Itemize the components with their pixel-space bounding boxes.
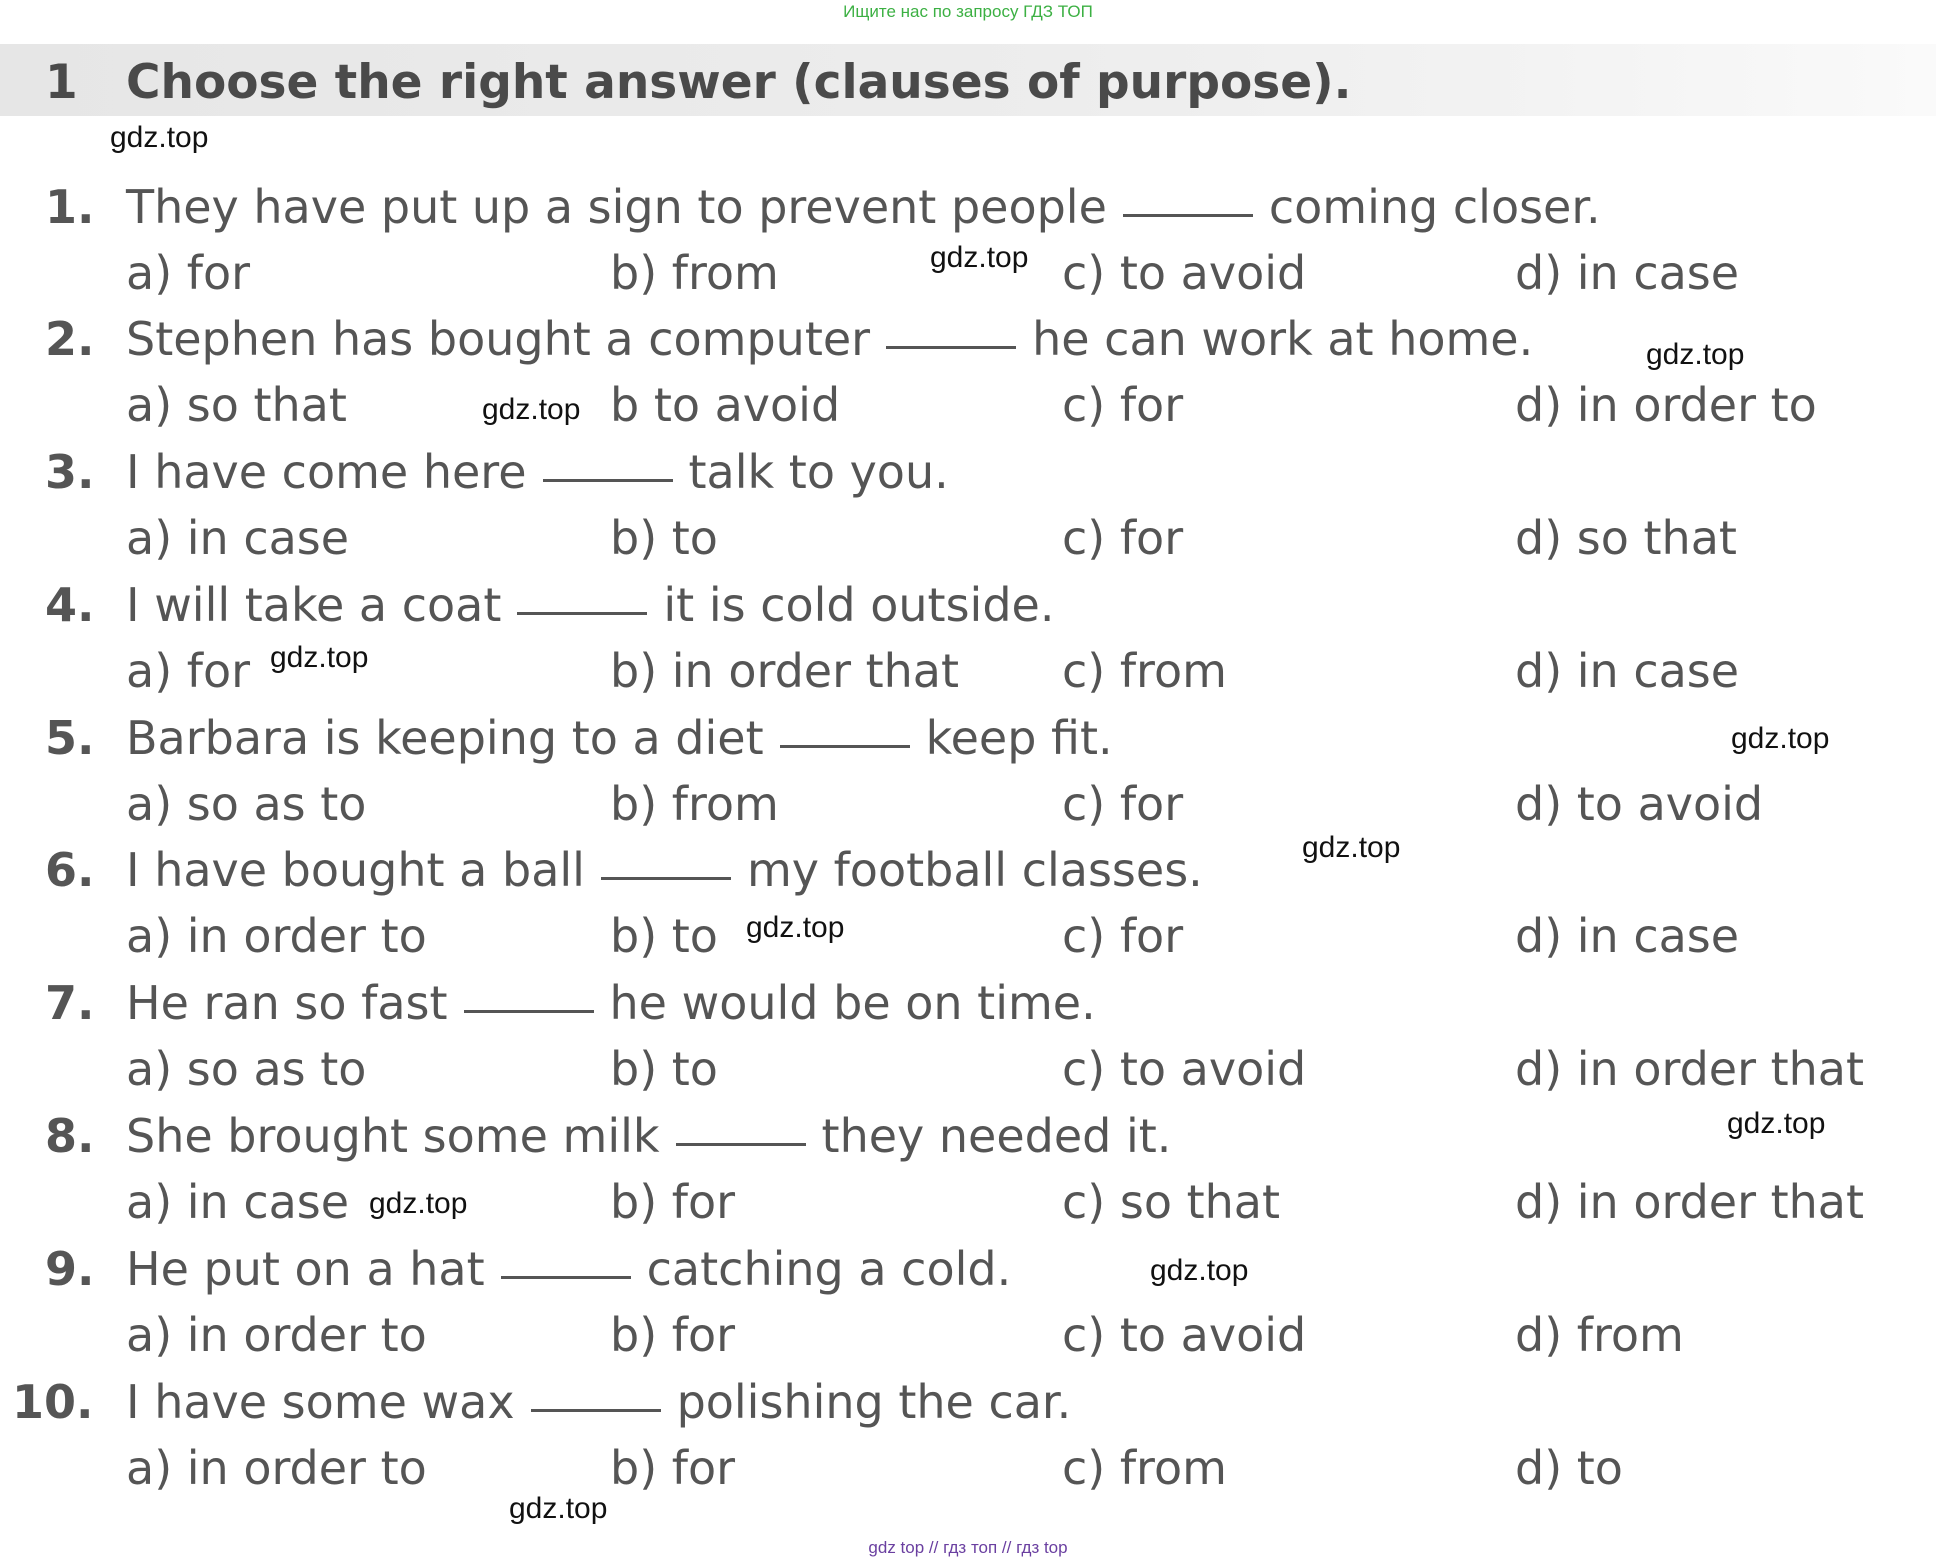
option-c: c) for — [1062, 511, 1184, 565]
option-a: a) in order to — [126, 909, 427, 963]
option-c: c) for — [1062, 909, 1184, 963]
option-c: c) to avoid — [1062, 246, 1307, 300]
watermark: gdz.top — [930, 241, 1029, 274]
watermark: gdz.top — [1727, 1107, 1826, 1140]
question-text — [126, 711, 1113, 765]
watermark: gdz.top — [746, 911, 845, 944]
option-b: b) to — [610, 1042, 718, 1096]
option-c: c) from — [1062, 644, 1227, 698]
question-text-after: polishing the car. — [676, 1375, 1072, 1429]
question-text — [126, 976, 1096, 1030]
answer-blank — [676, 1141, 806, 1146]
question-text-before: He ran so fast — [126, 976, 448, 1030]
answer-blank — [531, 1407, 661, 1412]
option-a: a) in order to — [126, 1308, 427, 1362]
option-b: b) to — [610, 909, 718, 963]
question-number: 10. — [12, 1375, 94, 1429]
question-text-after: talk to you. — [688, 445, 949, 499]
option-b: b) in order that — [610, 644, 960, 698]
question-number: 1. — [45, 180, 95, 234]
option-a: a) so as to — [126, 1042, 367, 1096]
option-a: a) in order to — [126, 1441, 427, 1495]
option-a: a) so as to — [126, 777, 367, 831]
question-text-after: coming closer. — [1268, 180, 1601, 234]
answer-blank — [501, 1274, 631, 1279]
question-text-before: Stephen has bought a computer — [126, 312, 871, 366]
question-text-before: I have come here — [126, 445, 527, 499]
top-banner: Ищите нас по запросу ГДЗ ТОП — [843, 2, 1093, 21]
question-number: 2. — [45, 312, 95, 366]
answer-blank — [464, 1008, 594, 1013]
question-number: 3. — [45, 445, 95, 499]
question-text-before: I have some wax — [126, 1375, 515, 1429]
watermark: gdz.top — [270, 641, 369, 674]
answer-blank — [543, 477, 673, 482]
option-a: a) for — [126, 644, 251, 698]
option-d: d) in case — [1515, 644, 1740, 698]
option-a: a) in case — [126, 1175, 350, 1229]
question-text-after: catching a cold. — [646, 1242, 1012, 1296]
question-text — [126, 180, 1601, 234]
option-d: d) from — [1515, 1308, 1684, 1362]
question-number: 9. — [45, 1242, 95, 1296]
question-text-after: it is cold outside. — [663, 578, 1055, 632]
question-text — [126, 1375, 1071, 1429]
option-d: d) in order that — [1515, 1042, 1865, 1096]
option-c: c) from — [1062, 1441, 1227, 1495]
answer-blank — [517, 610, 647, 615]
option-b: b) from — [610, 246, 779, 300]
option-b: b) for — [610, 1308, 736, 1362]
question-text-before: He put on a hat — [126, 1242, 485, 1296]
option-d: d) in order that — [1515, 1175, 1865, 1229]
question-text-before: I will take a coat — [126, 578, 502, 632]
option-b: b) for — [610, 1175, 736, 1229]
question-number: 8. — [45, 1109, 95, 1163]
watermark: gdz.top — [110, 121, 209, 154]
question-number: 7. — [45, 976, 95, 1030]
option-c: c) to avoid — [1062, 1308, 1307, 1362]
watermark: gdz.top — [509, 1492, 608, 1525]
watermark: gdz.top — [1150, 1254, 1249, 1287]
question-number: 4. — [45, 578, 95, 632]
watermark: gdz.top — [482, 393, 581, 426]
question-text-after: my football classes. — [746, 843, 1203, 897]
answer-blank — [886, 344, 1016, 349]
option-b: b) for — [610, 1441, 736, 1495]
option-a: a) in case — [126, 511, 350, 565]
option-c: c) to avoid — [1062, 1042, 1307, 1096]
answer-blank — [780, 743, 910, 748]
option-a: a) for — [126, 246, 251, 300]
question-text — [126, 843, 1203, 897]
option-d: d) so that — [1515, 511, 1737, 565]
exercise-title: Choose the right answer (clauses of purpose). — [126, 55, 1352, 110]
question-number: 5. — [45, 711, 95, 765]
question-text-before: Barbara is keeping to a diet — [126, 711, 764, 765]
question-text-after: he would be on time. — [609, 976, 1096, 1030]
watermark: gdz.top — [369, 1187, 468, 1220]
option-d: d) to avoid — [1515, 777, 1764, 831]
option-b: b) from — [610, 777, 779, 831]
answer-blank — [1123, 212, 1253, 217]
watermark: gdz.top — [1646, 338, 1745, 371]
question-text — [126, 312, 1533, 366]
question-number: 6. — [45, 843, 95, 897]
question-text — [126, 1242, 1011, 1296]
question-text-after: they needed it. — [821, 1109, 1172, 1163]
question-text — [126, 1109, 1171, 1163]
question-text-after: he can work at home. — [1032, 312, 1534, 366]
option-c: c) for — [1062, 378, 1184, 432]
watermark: gdz.top — [1302, 831, 1401, 864]
question-text-before: She brought some milk — [126, 1109, 660, 1163]
option-a: a) so that — [126, 378, 347, 432]
question-text-before: They have put up a sign to prevent people — [126, 180, 1107, 234]
option-d: d) in case — [1515, 909, 1740, 963]
option-c: c) for — [1062, 777, 1184, 831]
question-text-before: I have bought a ball — [126, 843, 585, 897]
option-d: d) in case — [1515, 246, 1740, 300]
question-text — [126, 445, 949, 499]
question-text-after: keep fit. — [925, 711, 1113, 765]
option-c: c) so that — [1062, 1175, 1281, 1229]
option-b: b to avoid — [610, 378, 841, 432]
option-d: d) to — [1515, 1441, 1623, 1495]
answer-blank — [601, 875, 731, 880]
question-text — [126, 578, 1054, 632]
exercise-number: 1 — [45, 55, 78, 110]
option-b: b) to — [610, 511, 718, 565]
option-d: d) in order to — [1515, 378, 1817, 432]
bottom-banner: gdz top // гдз топ // гдз top — [868, 1538, 1068, 1557]
watermark: gdz.top — [1731, 722, 1830, 755]
